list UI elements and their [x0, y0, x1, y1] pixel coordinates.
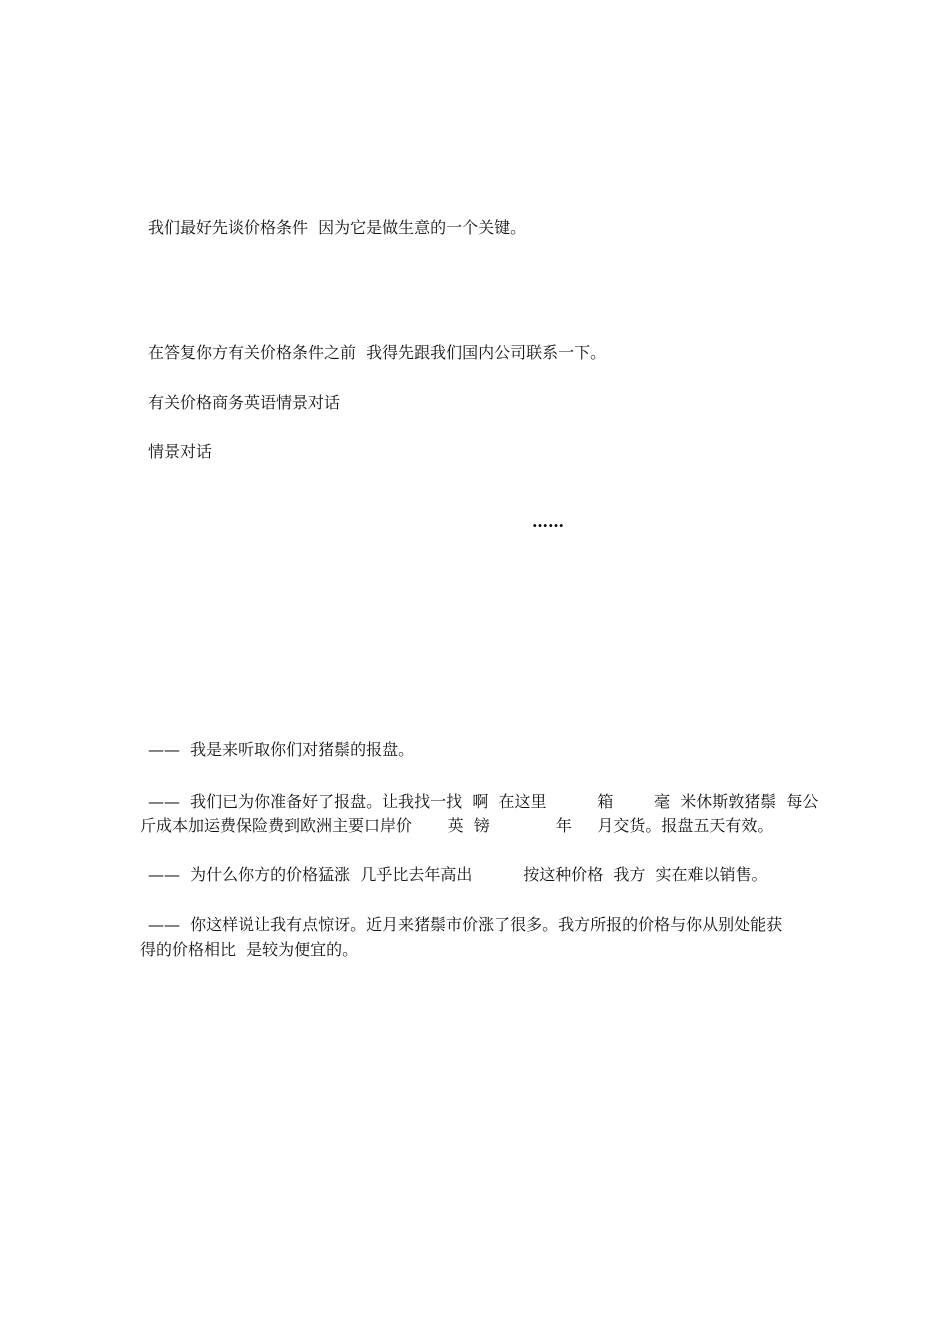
- omission-ellipsis: ……: [532, 512, 564, 531]
- dialogue-line-3: —— 为什么你方的价格猛涨 几乎比去年高出 按这种价格 我方 实在难以销售。: [148, 865, 768, 884]
- intro-line-contact-company: 在答复你方有关价格条件之前 我得先跟我们国内公司联系一下。: [148, 343, 607, 362]
- dialogue-line-1: —— 我是来听取你们对猪鬃的报盘。: [148, 740, 415, 759]
- dialogue-line-2b: 斤成本加运费保险费到欧洲主要口岸价 英 镑 年 月交货。报盘五天有效。: [140, 816, 774, 835]
- dialogue-line-2a: —— 我们已为你准备好了报盘。让我找一找 啊 在这里 箱 毫 米休斯敦猪鬃 每公: [148, 792, 819, 811]
- section-heading: 有关价格商务英语情景对话: [148, 393, 341, 412]
- dialogue-line-4b: 得的价格相比 是较为便宜的。: [140, 940, 359, 959]
- section-subheading: 情景对话: [148, 442, 213, 461]
- dialogue-line-4a: —— 你这样说让我有点惊讶。近月来猪鬃市价涨了很多。我方所报的价格与你从别处能获: [148, 915, 783, 934]
- intro-line-price-terms: 我们最好先谈价格条件 因为它是做生意的一个关键。: [148, 218, 527, 237]
